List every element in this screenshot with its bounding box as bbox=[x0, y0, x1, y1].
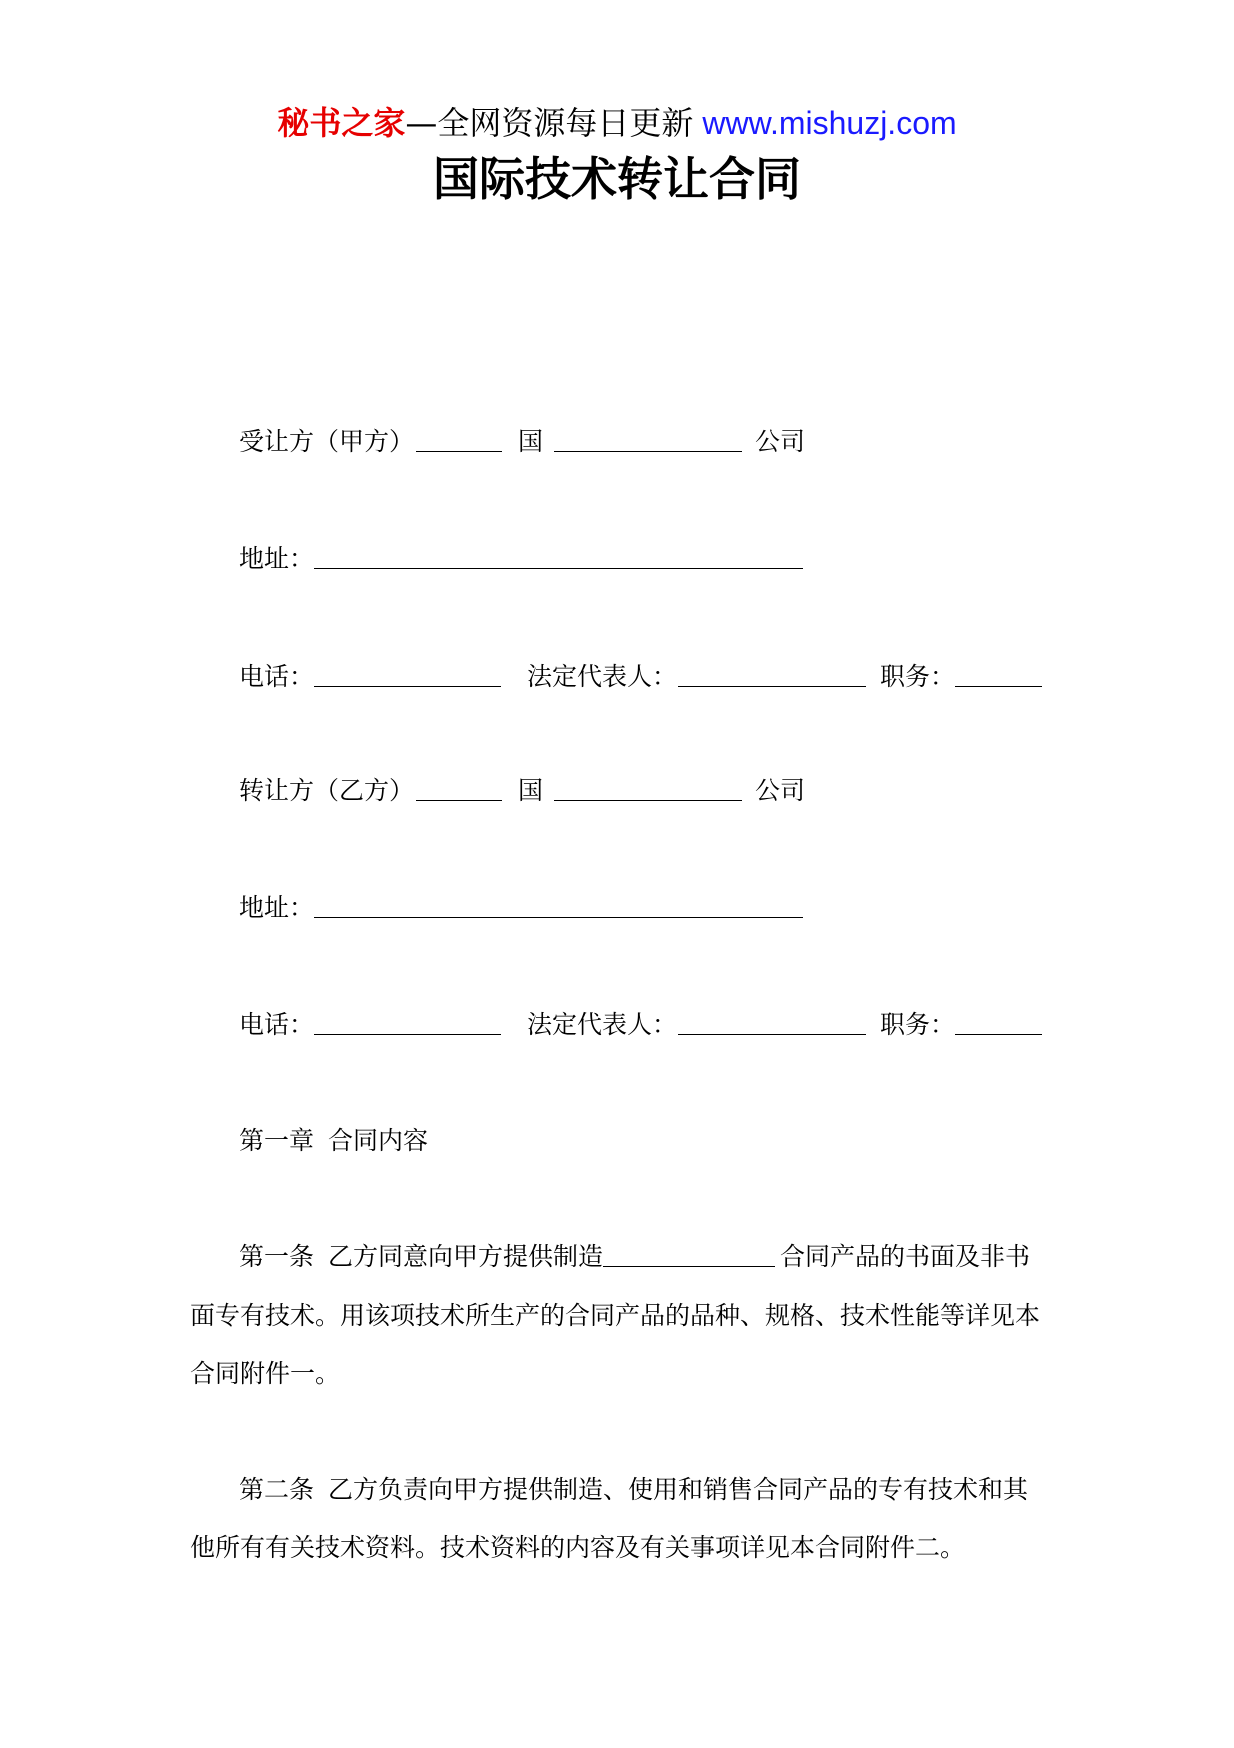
party-b-country-blank bbox=[416, 800, 502, 801]
article-2-number: 第二条 bbox=[239, 1475, 315, 1504]
article-1-continuation: 合同附件一。 bbox=[190, 1359, 341, 1388]
party-a-address-line bbox=[239, 543, 803, 575]
party-b-address-blank bbox=[314, 917, 803, 918]
document-title: 国际技术转让合同 bbox=[433, 152, 801, 206]
party-a-name-line bbox=[239, 426, 805, 458]
party-a-company-suffix: 公司 bbox=[755, 427, 806, 456]
party-b-phone-label: 电话： bbox=[239, 1010, 315, 1039]
party-b-position-blank bbox=[955, 1034, 1042, 1035]
article-2-line-1 bbox=[239, 1474, 1028, 1506]
article-1-number: 第一条 bbox=[239, 1242, 315, 1271]
site-brand: 秘书之家 bbox=[277, 104, 406, 142]
article-1-line-3 bbox=[190, 1358, 340, 1390]
party-a-phone-blank bbox=[314, 686, 501, 687]
article-2-line-2 bbox=[190, 1532, 965, 1564]
party-a-phone-label: 电话： bbox=[239, 662, 315, 691]
article-1-line-2 bbox=[190, 1300, 1040, 1332]
party-a-address-blank bbox=[314, 568, 803, 569]
party-b-country-suffix: 国 bbox=[518, 776, 544, 805]
party-a-contact-line bbox=[239, 661, 1042, 693]
party-a-position-blank bbox=[955, 686, 1042, 687]
article-1-product-blank bbox=[603, 1266, 775, 1267]
party-b-address-label: 地址： bbox=[239, 893, 315, 922]
party-a-position-label: 职务： bbox=[880, 662, 956, 691]
party-b-label: 转让方（乙方） bbox=[239, 776, 415, 805]
party-b-phone-blank bbox=[314, 1034, 501, 1035]
chapter-number: 第一章 bbox=[239, 1126, 315, 1155]
party-a-representative-label: 法定代表人： bbox=[527, 662, 678, 691]
article-1-text-after-blank: 合同产品的书面及非书 bbox=[780, 1242, 1031, 1271]
party-b-address-line bbox=[239, 892, 803, 924]
party-b-representative-label: 法定代表人： bbox=[527, 1010, 678, 1039]
party-b-company-suffix: 公司 bbox=[755, 776, 806, 805]
article-1-line-1 bbox=[239, 1241, 1030, 1273]
article-1-text-before-blank: 乙方同意向甲方提供制造 bbox=[328, 1242, 604, 1271]
party-a-representative-blank bbox=[678, 686, 866, 687]
site-banner bbox=[0, 103, 1234, 143]
party-b-position-label: 职务： bbox=[880, 1010, 956, 1039]
party-b-representative-blank bbox=[678, 1034, 866, 1035]
chapter-heading bbox=[239, 1125, 428, 1157]
party-a-address-label: 地址： bbox=[239, 544, 315, 573]
party-b-name-line bbox=[239, 775, 805, 807]
party-a-country-blank bbox=[416, 451, 502, 452]
article-2-continuation: 他所有有关技术资料。技术资料的内容及有关事项详见本合同附件二。 bbox=[190, 1533, 966, 1562]
article-1-continuation: 面专有技术。用该项技术所生产的合同产品的品种、规格、技术性能等详见本 bbox=[190, 1301, 1041, 1330]
article-2-text: 乙方负责向甲方提供制造、使用和销售合同产品的专有技术和其 bbox=[328, 1475, 1029, 1504]
party-a-label: 受让方（甲方） bbox=[239, 427, 415, 456]
party-b-contact-line bbox=[239, 1009, 1042, 1041]
party-b-company-blank bbox=[554, 800, 742, 801]
site-url-link[interactable]: www.mishuzj.com bbox=[702, 105, 957, 141]
party-a-country-suffix: 国 bbox=[518, 427, 544, 456]
party-a-company-blank bbox=[554, 451, 742, 452]
chapter-title: 合同内容 bbox=[328, 1126, 429, 1155]
site-slogan: —全网资源每日更新 bbox=[405, 104, 694, 142]
